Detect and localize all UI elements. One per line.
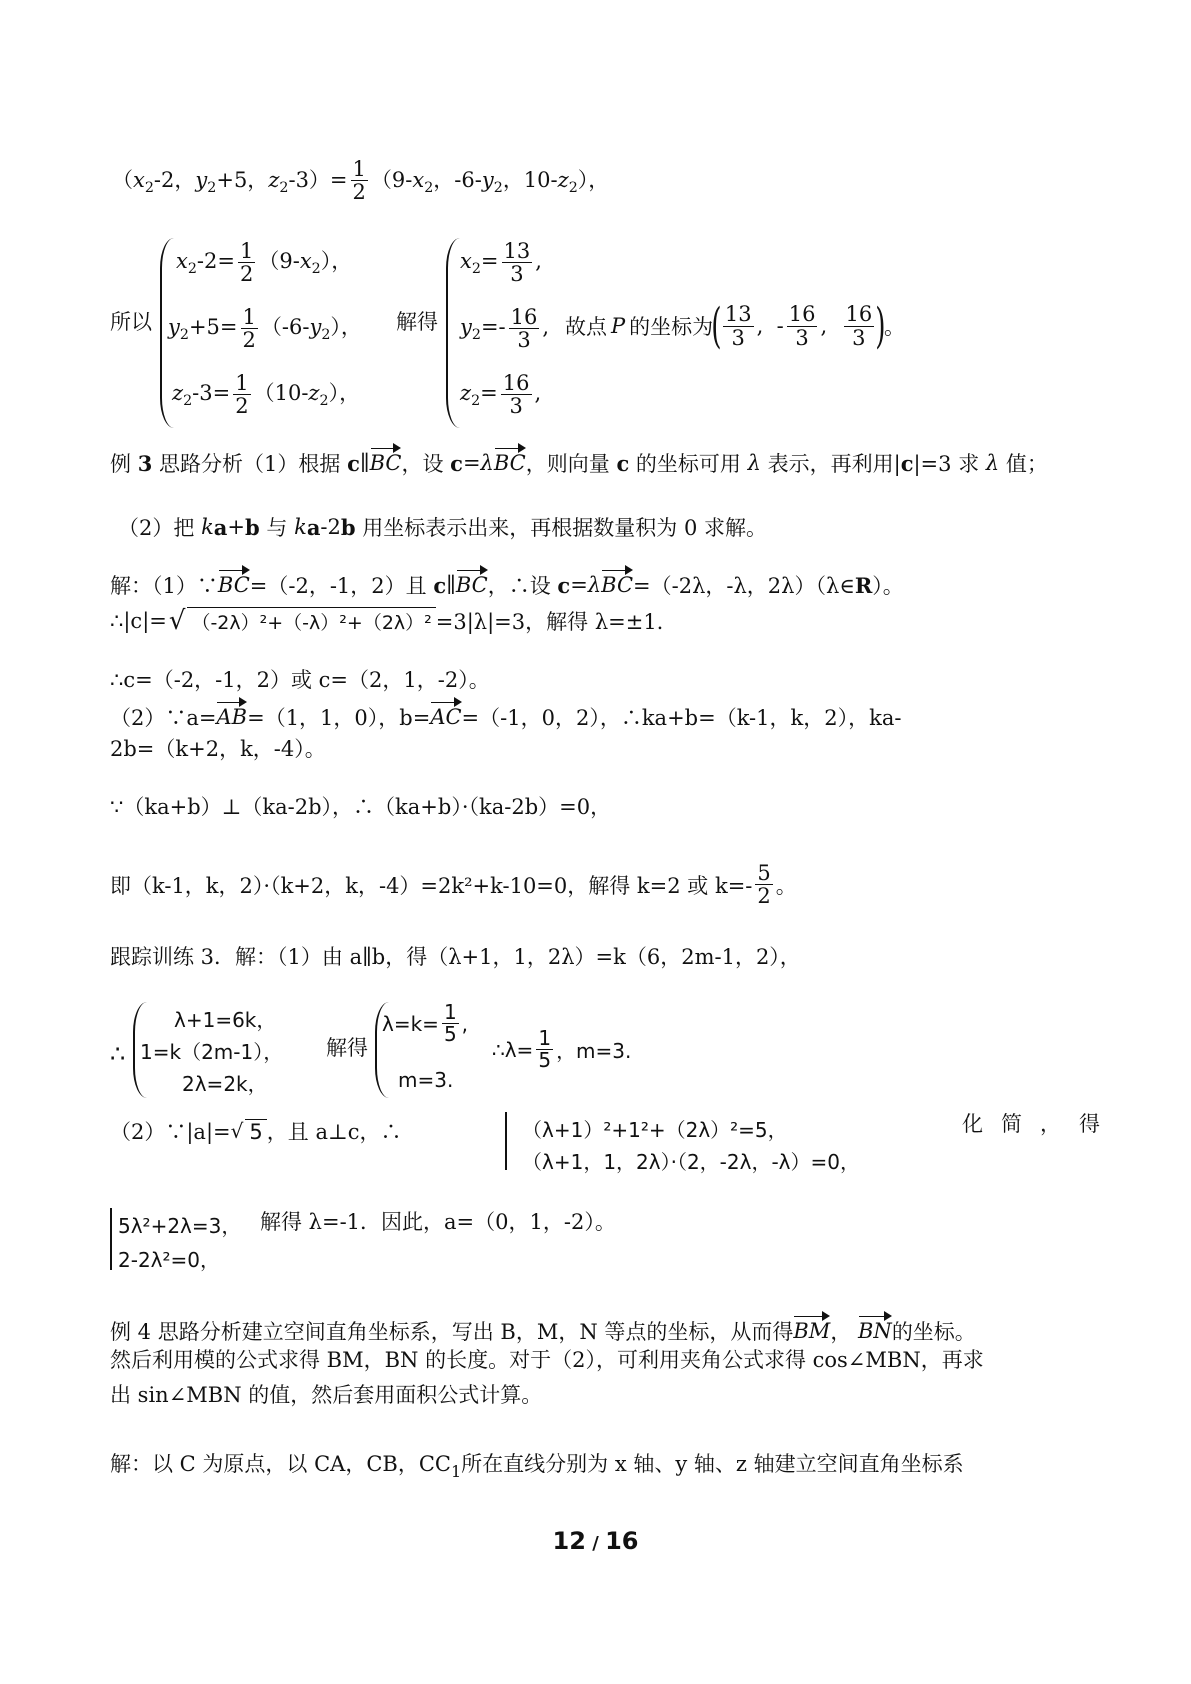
perpendicular-line: ∵（ka+b）⊥（ka-2b），∴（ka+b）·（ka-2b）=0，	[110, 795, 612, 819]
solution-part-2-line-2: 2b=（k+2，k，-4）。	[110, 737, 326, 761]
sqrt-expression: （-2λ）²+（-λ）²+（2λ）²	[187, 607, 435, 635]
label-suoyi: 所以	[110, 310, 152, 334]
k-equation-line: 即（k-1，k，2）·（k+2，k，-4）=2k²+k-10=0，解得 k=2 或 k=- $\frac{5}{2}$ 。	[110, 861, 797, 909]
example-3-part-2: （2）把 k a + b 与 k a -2 b 用坐标表示出来，再根据数量积为 0 求解。	[118, 514, 767, 540]
brace-system-4	[505, 1112, 517, 1170]
solution-part-1: 解：（1）∵ BC =（-2，-1，2）且 c ∥ BC ，∴设 c = λ BC =（-2λ，-λ，2λ）（λ∈ R ）。	[110, 572, 904, 598]
solution-part-2-line-1: （2）∵a= AB =（1，1，0），b= AC =（-1，0，2），∴ka+b=（k-1，k，2），ka-	[110, 705, 902, 730]
point-p-coordinates: 故点 P 的坐标为 ( $\frac{13}{3}$ , - $\frac{16}{3}$ , $\frac{16}{3}$ ) 。	[565, 298, 905, 354]
label-jiede-3: 解得	[326, 1036, 368, 1060]
solution-4-intro: 解：以 C 为原点，以 CA，CB，CC $_1$ 所在直线分别为 x 轴、y 轴、z 轴建立空间直角坐标系	[110, 1452, 964, 1481]
label-jiede: 解得	[396, 310, 438, 334]
system-5-result: 解得 λ=-1．因此，a=（0，1，-2）。	[260, 1210, 616, 1234]
line-vector-equation: （$x_2-2$，$y_2+5$，$z_2-3)=$ $\frac{1}{2}$ （$9-x_2$，$-6-y_2$，$10-z_2$），	[112, 157, 610, 205]
example-4-line-3: 出 sin∠MBN 的值，然后套用面积公式计算。	[110, 1383, 543, 1407]
magnitude-c: ∴|c|= √ （-2λ）²+（-λ）²+（2λ）² =3|λ|=3，解得 λ=±1.	[110, 606, 664, 636]
example-4-line-2: 然后利用模的公式求得 BM，BN 的长度。对于（2），可利用夹角公式求得 cos∠MBN，再求	[110, 1348, 984, 1372]
result-3: ∴λ= $\frac{1}{5}$ ，m=3.	[492, 1026, 632, 1072]
page-number: 12 / 16	[552, 1527, 639, 1555]
label-huajian: 化简，得	[962, 1112, 1118, 1136]
example-4-line-1: 例 4 思路分析建立空间直角坐标系，写出 B，M，N 等点的坐标，从而得 BM ， BN 的坐标。	[110, 1319, 976, 1344]
tracking-training-3: 跟踪训练 3．解：（1）由 a∥b，得（λ+1，1，2λ）=k（6，2m-1，2），	[110, 945, 801, 969]
tracking-part-2: （2）∵|a|= √ 5 ，且 a⊥c，∴	[110, 1119, 402, 1144]
therefore-icon: ∴	[110, 1040, 126, 1068]
fraction-half: $\frac{1}{2}$	[352, 157, 366, 205]
example-3-analysis: 例 3 思路分析（1）根据 c ∥ BC ， 设 c = λ BC ， 则向量 c 的坐标可用 λ 表示，再利用| c |=3 求 λ 值；	[110, 450, 1048, 476]
c-result: ∴c=（-2，-1，2）或 c=（2，1，-2）。	[110, 668, 490, 692]
